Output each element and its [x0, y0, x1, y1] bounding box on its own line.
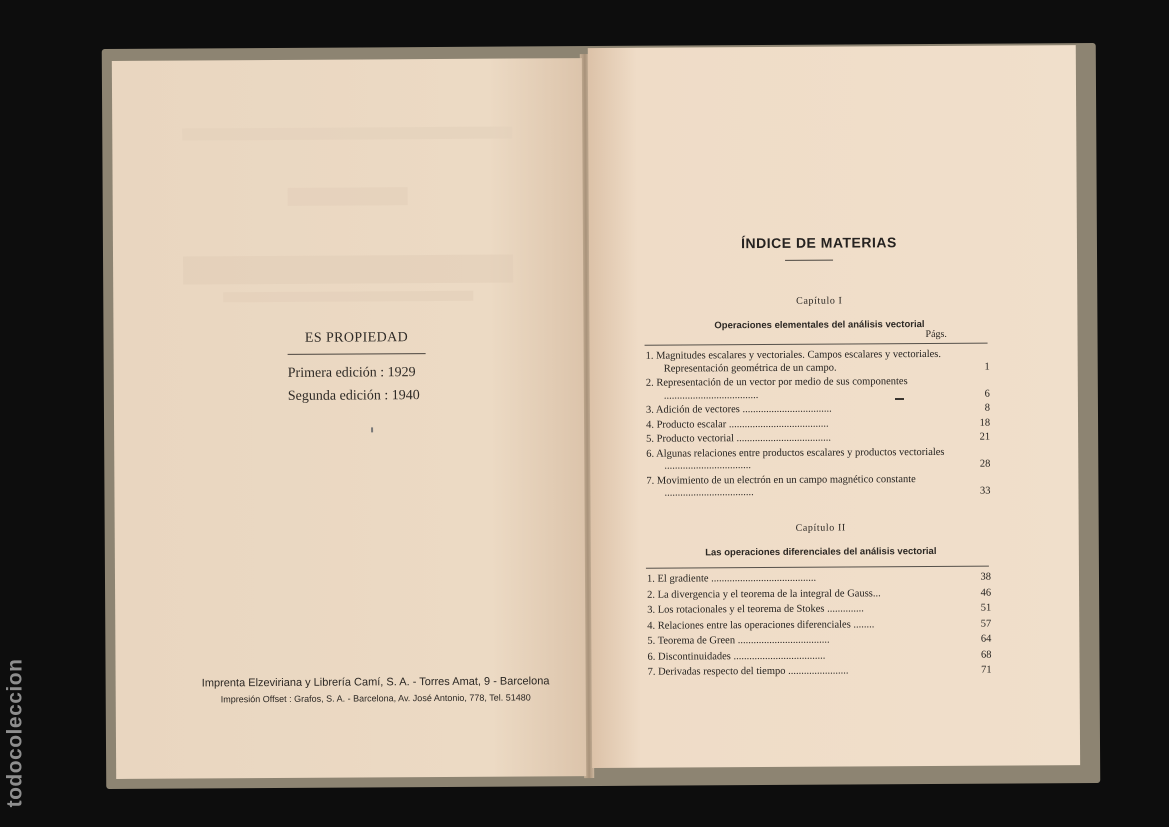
entry-text: 5. Producto vectorial .................................... [646, 432, 832, 445]
toc-entry [646, 473, 990, 500]
entry-page: 64 [980, 633, 992, 645]
toc-title: ÍNDICE DE MATERIAS [741, 234, 897, 252]
toc-entry [647, 603, 991, 618]
section-rule [646, 566, 989, 569]
entry-page: 51 [980, 602, 992, 614]
entry-page: 33 [979, 485, 991, 497]
entry-text: 4. Producto escalar ...................................... [646, 418, 829, 431]
open-book [102, 43, 1101, 789]
pencil-mark [371, 427, 373, 432]
toc-entry [646, 446, 990, 473]
entry-page: 71 [981, 664, 992, 676]
entry-text: 5. Teorema de Green ................................... [647, 634, 830, 647]
toc-list [646, 349, 991, 503]
entry-page: 8 [984, 402, 990, 414]
pencil-mark [895, 398, 904, 400]
entry-text: 4. Relaciones entre las operaciones diferenciales ........ [647, 618, 875, 632]
entry-text: 6. Discontinuidades ................................... [647, 650, 826, 663]
chapter-heading: Las operaciones diferenciales del análisis vectorial [705, 545, 937, 559]
watermark-logo: todocoleccion [3, 658, 27, 807]
entry-text: 3. Los rotacionales y el teorema de Stokes .............. [647, 603, 864, 616]
entry-text: 6. Algunas relaciones entre productos escalares y productos vectoriales ................................. [646, 446, 945, 472]
entry-page: 6 [984, 388, 990, 400]
chapter-label: Capítulo II [795, 522, 846, 534]
toc-entry [646, 349, 990, 376]
toc-entry [647, 587, 991, 602]
toc-entry [647, 634, 991, 649]
toc-entry [647, 618, 991, 633]
right-page [588, 45, 1080, 768]
show-through-print [288, 187, 408, 206]
entry-text: 1. Magnitudes escalares y vectoriales. Campos escalares y vectoriales. Representación geométrica de un campo. [645, 348, 942, 375]
edition-line: Segunda edición : 1940 [287, 387, 420, 404]
copyright-heading: ES PROPIEDAD [304, 330, 409, 346]
entry-text: 2. Representación de un vector por medio de sus componentes .................................... [645, 376, 908, 402]
entry-page: 21 [979, 431, 991, 443]
section-rule [645, 343, 988, 346]
entry-text: 2. La divergencia y el teorema de la integral de Gauss... [647, 587, 881, 601]
entry-page: 18 [979, 417, 991, 429]
entry-text: 7. Derivadas respecto del tiempo ....................... [647, 665, 849, 678]
toc-entry [646, 403, 990, 418]
show-through-print [223, 291, 473, 303]
entry-page: 28 [979, 458, 991, 470]
imprint-line: Impresión Offset : Grafos, S. A. - Barcelona, Av. José Antonio, 778, Tel. 51480 [220, 692, 531, 705]
toc-entry [647, 572, 991, 587]
show-through-print [182, 127, 512, 141]
entry-page: 57 [980, 618, 992, 630]
entry-text: 3. Adición de vectores .................................. [645, 403, 832, 416]
toc-entry [646, 376, 990, 403]
pages-label: Págs. [925, 328, 947, 341]
edition-line: Primera edición : 1929 [287, 365, 416, 382]
toc-entry [646, 417, 990, 432]
entry-text: 1. El gradiente ........................................ [646, 572, 817, 585]
toc-list [647, 572, 992, 683]
imprint-line: Imprenta Elzeviriana y Librería Camí, S. A. - Torres Amat, 9 - Barcelona [201, 675, 550, 690]
chapter-heading: Operaciones elementales del análisis vectorial [714, 319, 925, 332]
printer-imprint [176, 675, 576, 704]
chapter-label: Capítulo I [796, 295, 843, 307]
entry-text: 7. Movimiento de un electrón en un campo magnético constante .................................. [646, 473, 916, 499]
show-through-print [183, 255, 513, 285]
entry-page: 38 [980, 571, 992, 583]
copyright-rule [288, 353, 426, 355]
entry-page: 1 [984, 361, 990, 373]
title-rule [785, 260, 833, 261]
toc-entry [647, 649, 991, 664]
copyright-block [287, 327, 425, 408]
entry-page: 46 [980, 587, 992, 599]
toc-entry [648, 665, 992, 680]
left-page [112, 58, 586, 779]
entry-page: 68 [980, 649, 992, 661]
toc-entry [646, 432, 990, 447]
